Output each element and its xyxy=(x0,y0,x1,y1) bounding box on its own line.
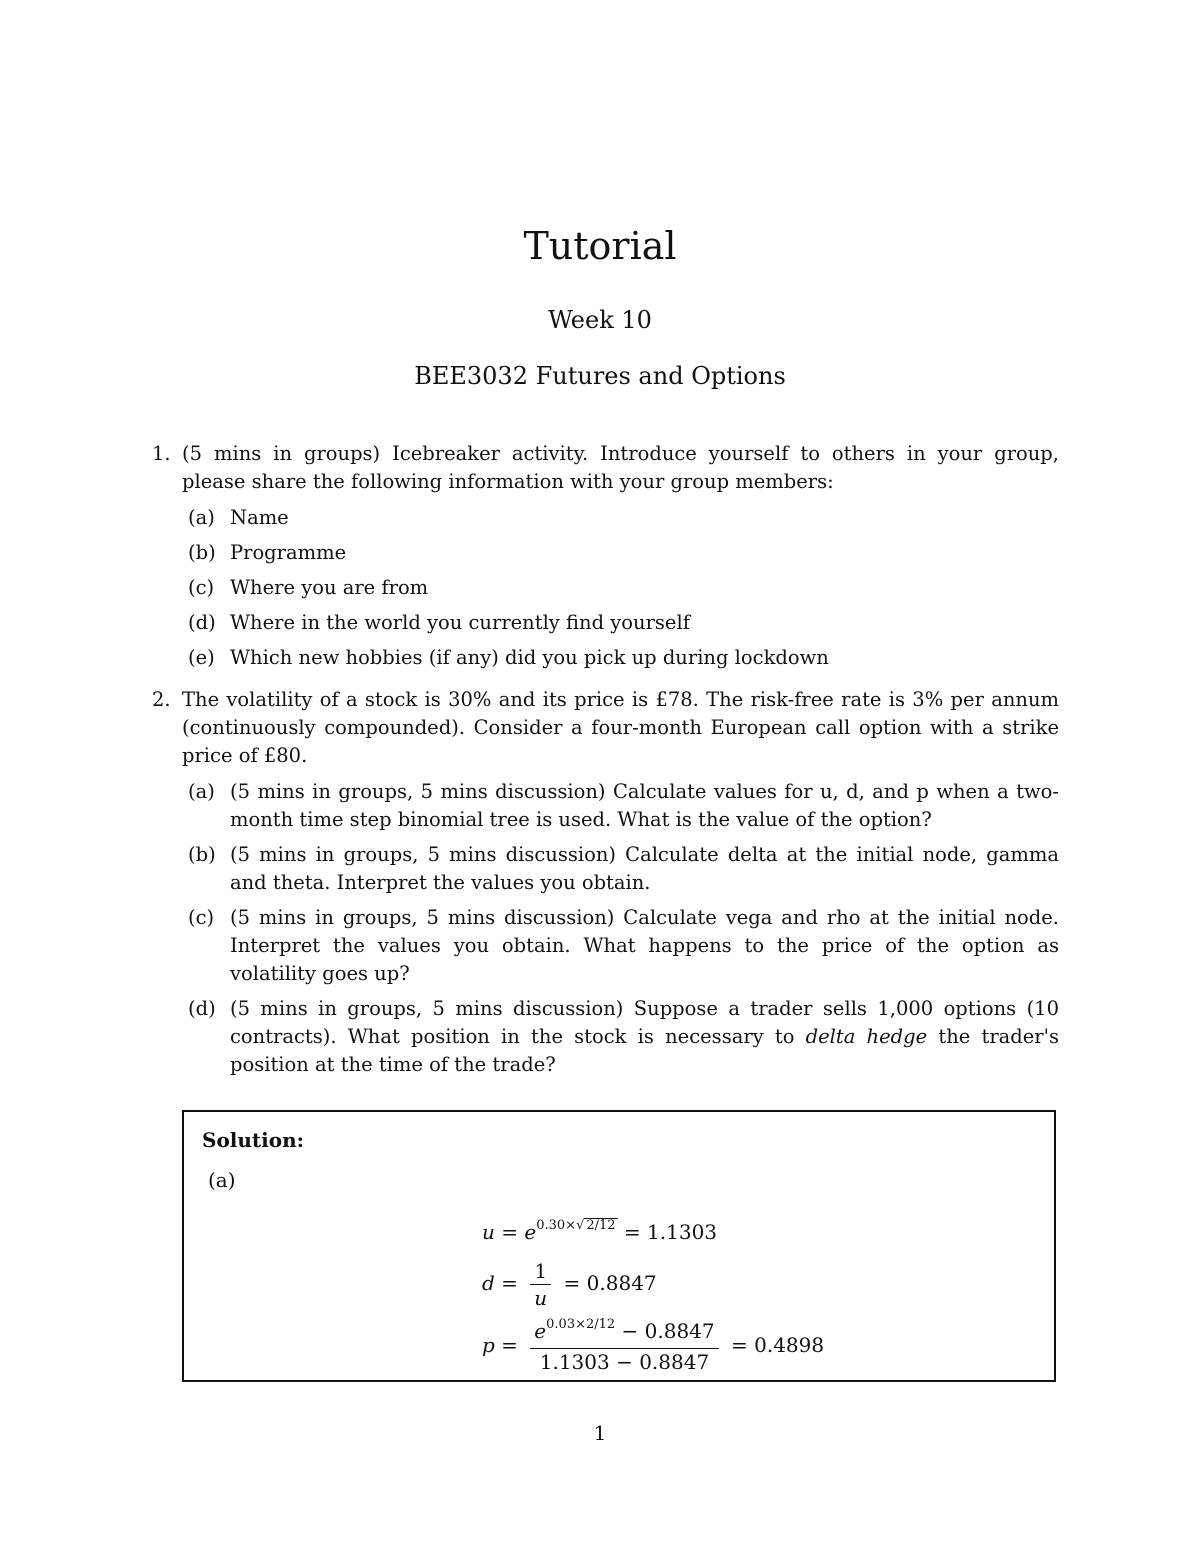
week-label: Week 10 xyxy=(548,306,652,334)
eq-d-result: = 0.8847 xyxy=(563,1271,657,1295)
eq-d-numerator: 1 xyxy=(530,1258,551,1285)
sub-question-letter: (a) xyxy=(188,506,215,529)
document-title: Tutorial xyxy=(523,224,677,268)
sub-question xyxy=(182,778,1059,834)
question-text: (5 mins in groups) Icebreaker activity. Introduce yourself to others in your group, please share the following information with your group members: xyxy=(182,442,1059,493)
eq-u-exp-prefix: 0.30× xyxy=(536,1218,577,1233)
sub-question-letter: (c) xyxy=(188,906,215,929)
eq-u-result: = 1.1303 xyxy=(623,1220,718,1244)
sub-question-text: Programme xyxy=(230,541,347,564)
sqrt-symbol: √ xyxy=(576,1218,585,1233)
eq-d-lhs: d xyxy=(482,1271,495,1295)
eq-d-denominator: u xyxy=(534,1286,548,1310)
sub-question xyxy=(182,574,1059,602)
eq-d-fraction xyxy=(530,1258,551,1311)
sub-question xyxy=(182,539,1059,567)
emphasis-delta-hedge: delta hedge xyxy=(805,1025,928,1048)
sub-question-text: Where you are from xyxy=(230,576,429,599)
question-list xyxy=(0,440,1200,1086)
sub-question xyxy=(182,609,1059,637)
equation-d xyxy=(482,1258,657,1311)
sub-question-list xyxy=(182,778,1059,1079)
sub-question-text: Where in the world you currently find yourself xyxy=(230,611,690,634)
eq-p-num-base: e xyxy=(534,1319,547,1343)
eq-u-base: e xyxy=(524,1220,537,1244)
solution-part-label: (a) xyxy=(208,1168,236,1192)
sub-question xyxy=(182,904,1059,988)
eq-u-equals: = xyxy=(501,1220,519,1244)
eq-u-exponent xyxy=(536,1218,617,1233)
solution-box xyxy=(182,1110,1056,1382)
sub-question-text-after: the trader's position at the time of the trade? xyxy=(230,1025,1059,1076)
sub-question-text: (5 mins in groups, 5 mins discussion) Calculate values for u, d, and p when a two-month time step binomial tree is used. What is the value of the option? xyxy=(230,780,1059,831)
sub-question-text: Name xyxy=(230,506,289,529)
equation-u xyxy=(482,1218,717,1250)
eq-p-equals: = xyxy=(501,1333,518,1357)
eq-u-radicand: 2/12 xyxy=(586,1218,616,1233)
eq-p-fraction xyxy=(530,1318,718,1375)
eq-p-num-rest: − 0.8847 xyxy=(621,1319,715,1343)
question-2 xyxy=(0,686,1200,1079)
sub-question-text: (5 mins in groups, 5 mins discussion) Calculate delta at the initial node, gamma and theta. Interpret the values you obtain. xyxy=(230,843,1059,894)
eq-u-lhs: u xyxy=(482,1220,495,1244)
sub-question-letter: (d) xyxy=(188,997,216,1020)
eq-p-denominator: 1.1303 − 0.8847 xyxy=(539,1350,710,1374)
eq-d-equals: = xyxy=(501,1271,518,1295)
sub-question-letter: (b) xyxy=(188,541,216,564)
question-1 xyxy=(0,440,1200,672)
sub-question-text xyxy=(230,997,1059,1076)
question-text: The volatility of a stock is 30% and its price is £78. The risk-free rate is 3% per annum (continuously compounded). Consider a four-month European call option with a strike price of £80. xyxy=(182,688,1059,767)
sub-question xyxy=(182,644,1059,672)
sub-question-letter: (a) xyxy=(188,780,215,803)
eq-p-lhs: p xyxy=(482,1333,495,1357)
sub-question-letter: (c) xyxy=(188,576,215,599)
course-name: BEE3032 Futures and Options xyxy=(414,362,786,390)
eq-p-num-exponent: 0.03×2/12 xyxy=(546,1317,616,1332)
equation-p xyxy=(482,1318,824,1375)
sub-question-letter: (b) xyxy=(188,843,216,866)
eq-p-numerator xyxy=(530,1318,718,1349)
sub-question-letter: (d) xyxy=(188,611,216,634)
page-number: 1 xyxy=(593,1421,607,1445)
eq-p-result: = 0.4898 xyxy=(731,1333,825,1357)
sub-question-list xyxy=(182,504,1059,672)
sub-question xyxy=(182,504,1059,532)
sub-question-text: (5 mins in groups, 5 mins discussion) Calculate vega and rho at the initial node. Interpret the values you obtain. What happens to the price of the option as volatility goes up? xyxy=(230,906,1059,985)
sub-question-letter: (e) xyxy=(188,646,215,669)
question-number: 2. xyxy=(152,688,171,711)
sub-question-text: Which new hobbies (if any) did you pick up during lockdown xyxy=(230,646,829,669)
sub-question xyxy=(182,841,1059,897)
sub-question xyxy=(182,995,1059,1079)
question-number: 1. xyxy=(152,442,171,465)
solution-heading: Solution: xyxy=(202,1128,305,1152)
sub-question-text-before: (5 mins in groups, 5 mins discussion) Suppose a trader sells 1,000 options (10 contracts). What position in the stock is necessary to xyxy=(230,997,1059,1048)
